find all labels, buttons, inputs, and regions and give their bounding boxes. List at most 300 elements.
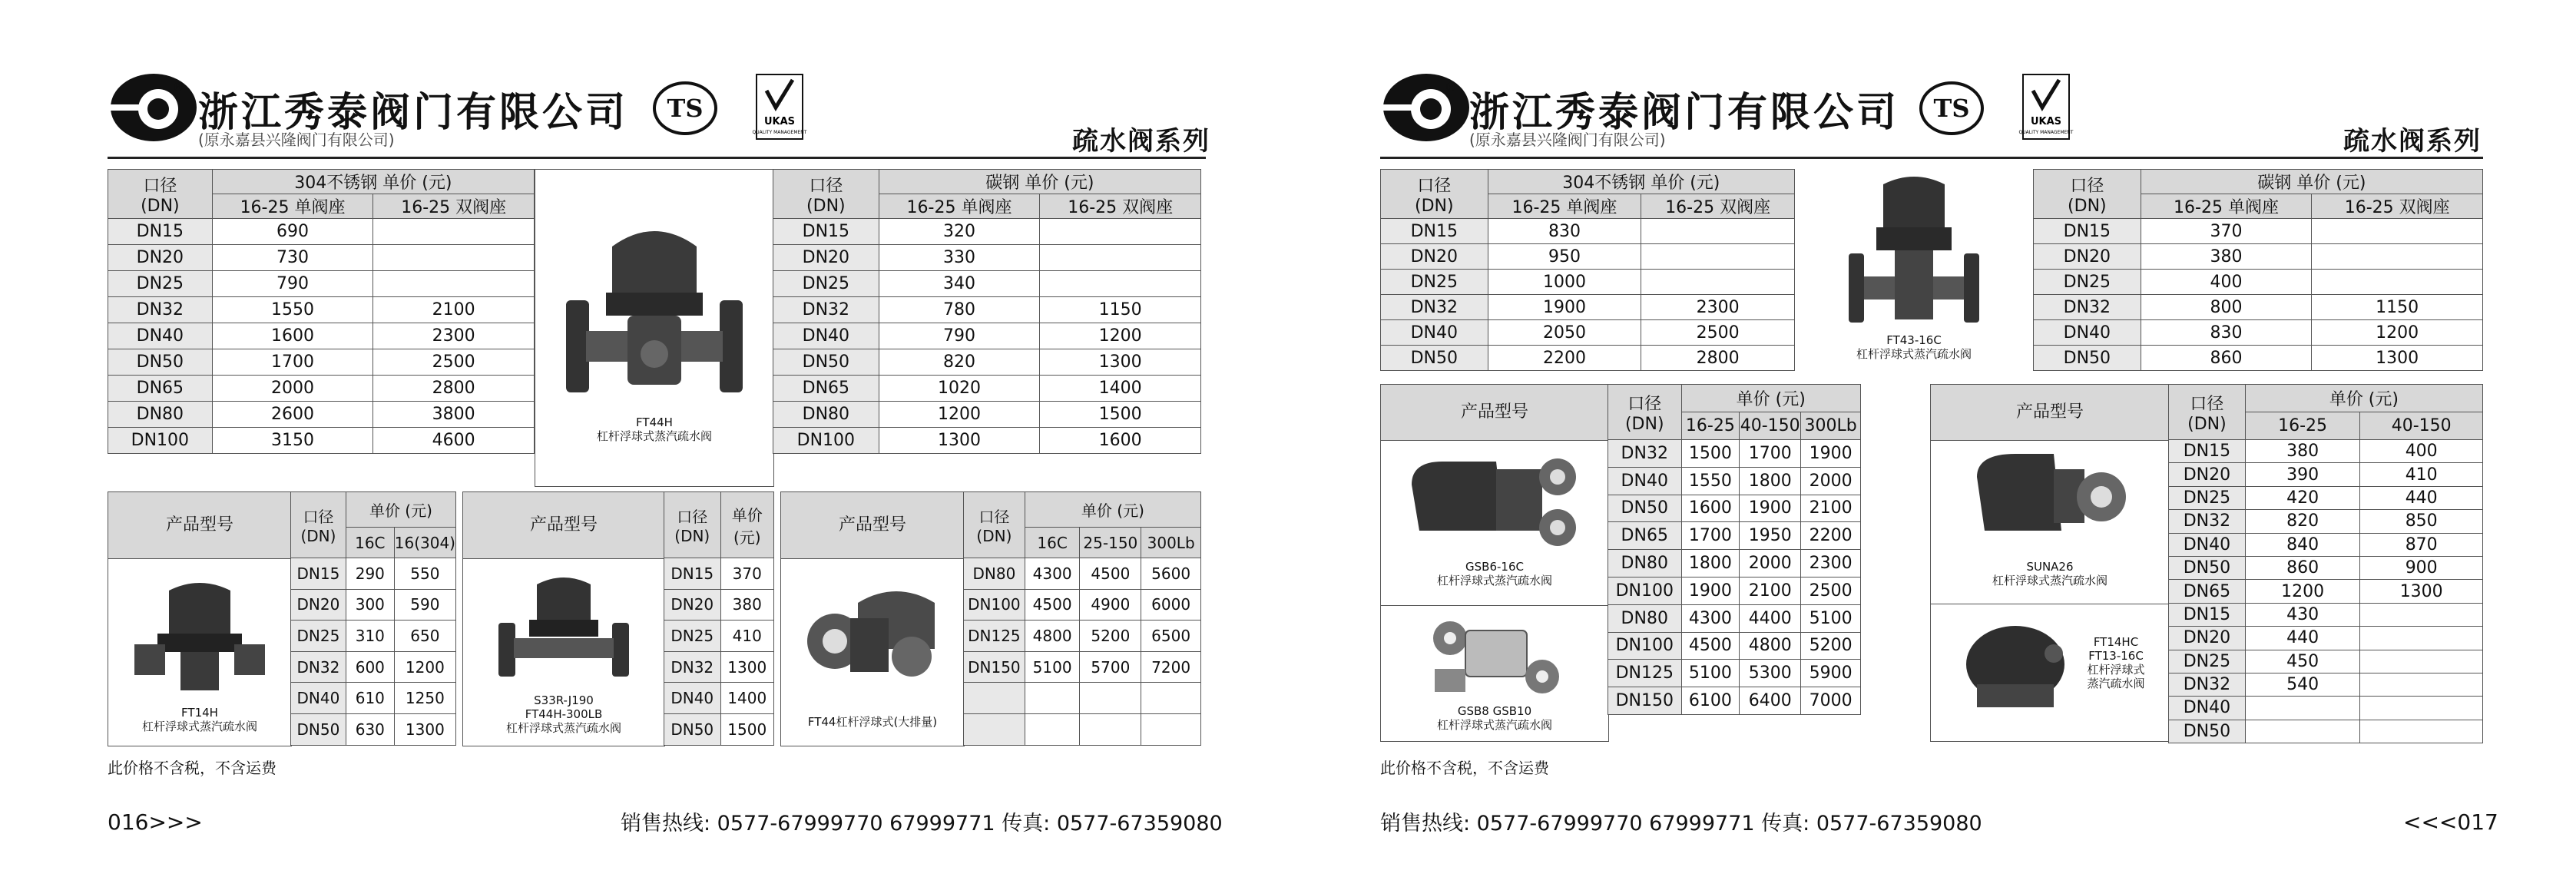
- dn-cell: DN100: [108, 428, 213, 454]
- price-cell: 420: [2245, 486, 2360, 509]
- price-cell: [1025, 683, 1080, 714]
- ts-certification-icon: TS: [653, 81, 717, 135]
- ft14hc-image: [1962, 623, 2069, 715]
- table-row: [2034, 219, 2483, 244]
- dn-cell: DN150: [1608, 687, 1682, 715]
- table-row: [1381, 244, 1795, 270]
- price-cell: 840: [2245, 533, 2360, 556]
- price-cell: 330: [879, 245, 1040, 271]
- price-cell: 410: [720, 621, 774, 652]
- company-name: 浙江秀泰阀门有限公司: [198, 90, 629, 136]
- dn-cell: DN65: [773, 376, 879, 402]
- price-cell: 390: [2245, 463, 2360, 486]
- table-row: [773, 376, 1201, 402]
- price-cell: 830: [1488, 219, 1641, 244]
- svg-text:QUALITY MANAGEMENT: QUALITY MANAGEMENT: [2018, 130, 2074, 135]
- carbon-price-table: 口径 (DN) 碳钢 单价 (元) 16-25 单阀座 16-25 双阀座 DN15 370 DN20 380 DN25 400 DN32 800 1150 DN40 830 1200 DN50 860 1300: [2033, 169, 2483, 371]
- table-row: [2169, 627, 2483, 650]
- svg-text:UKAS: UKAS: [2030, 116, 2062, 127]
- dn-cell: DN65: [2169, 580, 2246, 603]
- price-cell: 1150: [2312, 295, 2483, 320]
- price-cell: 2300: [1801, 550, 1861, 577]
- table-row: [664, 558, 774, 590]
- price-cell: 1000: [1488, 270, 1641, 295]
- table-row: [1608, 522, 1861, 550]
- dn-cell: DN50: [664, 713, 721, 745]
- table-row: [2169, 486, 2483, 509]
- price-cell: 1550: [1681, 467, 1740, 495]
- price-note: 此价格不含税，不含运费: [1380, 759, 1549, 777]
- price-cell: 410: [2360, 463, 2483, 486]
- dn-cell: DN50: [2169, 720, 2246, 743]
- price-cell: 5200: [1080, 621, 1141, 652]
- dn-cell: DN50: [291, 713, 346, 745]
- price-cell: 1700: [1740, 440, 1801, 468]
- price-cell: 1600: [212, 323, 373, 349]
- dn-cell: DN15: [1381, 219, 1488, 244]
- page-number: 016>>>: [108, 809, 203, 835]
- price-cell: [1025, 713, 1080, 745]
- company-name: 浙江秀泰阀门有限公司: [1469, 90, 1900, 136]
- table-row: [664, 683, 774, 714]
- price-cell: [1040, 271, 1201, 297]
- s33r-image: [498, 577, 629, 684]
- price-cell: 790: [212, 271, 373, 297]
- dn-cell: DN40: [664, 683, 721, 714]
- dn-cell: DN80: [108, 402, 213, 428]
- table-row: [291, 683, 456, 714]
- table-row: [2169, 533, 2483, 556]
- price-cell: 5100: [1025, 651, 1080, 683]
- table-row: [2034, 244, 2483, 270]
- table-row: [1608, 495, 1861, 522]
- table-row: [291, 651, 456, 683]
- table-row: [2169, 697, 2483, 720]
- table-row: [108, 271, 535, 297]
- suna26-image: [1969, 454, 2131, 554]
- svg-text:UKAS: UKAS: [763, 116, 796, 127]
- table-row: [773, 297, 1201, 323]
- price-cell: 5700: [1080, 651, 1141, 683]
- ts-certification-icon: TS: [1919, 81, 1984, 135]
- table-row: [108, 402, 535, 428]
- price-cell: 2200: [1488, 346, 1641, 371]
- table-row: [2034, 295, 2483, 320]
- price-cell: [1141, 713, 1201, 745]
- price-cell: 830: [2141, 320, 2312, 346]
- table-row: [1381, 270, 1795, 295]
- table-row: [1381, 320, 1795, 346]
- price-cell: 380: [2245, 440, 2360, 463]
- dn-header: 口径 (DN): [108, 170, 213, 219]
- company-logo-icon: [108, 71, 200, 144]
- price-cell: [1641, 270, 1795, 295]
- price-cell: 2100: [1801, 495, 1861, 522]
- price-cell: 440: [2245, 627, 2360, 650]
- price-cell: 1600: [1040, 428, 1201, 454]
- dn-cell: DN25: [773, 271, 879, 297]
- price-cell: 1550: [212, 297, 373, 323]
- table-row: [291, 713, 456, 745]
- table-row: [2034, 320, 2483, 346]
- price-cell: 1300: [394, 713, 455, 745]
- dn-cell: DN20: [108, 245, 213, 271]
- price-cell: 5200: [1801, 632, 1861, 660]
- price-cell: [2312, 219, 2483, 244]
- price-cell: 630: [346, 713, 394, 745]
- dn-cell: DN125: [1608, 660, 1682, 687]
- dn-cell: DN15: [2169, 440, 2246, 463]
- stainless-price-table: 口径 (DN) 304不锈钢 单价 (元) 16-25 单阀座 16-25 双阀座 DN15 690 DN20 730 DN25 790 DN32 1550 2100 DN40 1600 2300 DN50 1700 2500 DN65 2000 2800 DN80 2600 3800 DN100 3150 4600: [108, 169, 535, 454]
- price-cell: 4900: [1080, 589, 1141, 621]
- dn-cell: DN50: [108, 349, 213, 376]
- price-cell: 2500: [373, 349, 535, 376]
- price-cell: 6500: [1141, 621, 1201, 652]
- dn-cell: DN15: [773, 219, 879, 245]
- ft14h-product: 产品型号 FT14H 杠杆浮球式蒸汽疏水阀: [108, 491, 292, 746]
- table-row: [1381, 219, 1795, 244]
- price-cell: 4800: [1025, 621, 1080, 652]
- dn-cell: DN32: [291, 651, 346, 683]
- price-cell: 310: [346, 621, 394, 652]
- registered-mark: ®: [172, 80, 184, 94]
- table-row: [1608, 440, 1861, 468]
- price-cell: 1200: [394, 651, 455, 683]
- table-row: [2169, 510, 2483, 533]
- price-cell: 300: [346, 589, 394, 621]
- s33r-product: 产品型号 S33R-J190 FT44H-300LB 杠杆浮球式蒸汽疏水阀: [462, 491, 665, 746]
- price-cell: 900: [2360, 556, 2483, 579]
- price-cell: [1080, 713, 1141, 745]
- ft43-image: [1849, 177, 1979, 330]
- price-cell: 950: [1488, 244, 1641, 270]
- price-cell: 1200: [2312, 320, 2483, 346]
- price-cell: 4500: [1080, 558, 1141, 590]
- price-cell: 2500: [1801, 577, 1861, 604]
- header-rule: [108, 157, 1206, 159]
- dn-cell: DN32: [1608, 440, 1682, 468]
- company-logo-icon: [1380, 71, 1472, 144]
- dn-cell: DN32: [2169, 510, 2246, 533]
- table-row: [1608, 660, 1861, 687]
- price-cell: 1900: [1681, 577, 1740, 604]
- price-cell: 2000: [1740, 550, 1801, 577]
- svg-text:QUALITY MANAGEMENT: QUALITY MANAGEMENT: [752, 130, 807, 135]
- gsb8-product: GSB8 GSB10 杠杆浮球式蒸汽疏水阀: [1380, 605, 1609, 742]
- dn-cell: DN50: [2034, 346, 2141, 371]
- table-row: [664, 713, 774, 745]
- dn-cell: DN125: [964, 621, 1025, 652]
- dn-cell: DN25: [1381, 270, 1488, 295]
- price-cell: 1300: [2312, 346, 2483, 371]
- dn-cell: DN32: [1381, 295, 1488, 320]
- dn-cell: DN25: [2034, 270, 2141, 295]
- price-cell: 380: [720, 589, 774, 621]
- dn-cell: DN20: [1381, 244, 1488, 270]
- price-cell: 2200: [1801, 522, 1861, 550]
- gsb6-image: [1404, 454, 1588, 554]
- steam-trap-image: [566, 216, 743, 400]
- price-cell: 1200: [2245, 580, 2360, 603]
- dn-cell: DN15: [2034, 219, 2141, 244]
- price-cell: 380: [2141, 244, 2312, 270]
- dn-cell: DN15: [2169, 603, 2246, 626]
- price-cell: 1250: [394, 683, 455, 714]
- price-cell: 400: [2360, 440, 2483, 463]
- table-row: [108, 245, 535, 271]
- dn-cell: DN25: [108, 271, 213, 297]
- dn-cell: DN40: [2169, 533, 2246, 556]
- price-cell: 450: [2245, 650, 2360, 673]
- price-cell: 1700: [1681, 522, 1740, 550]
- price-cell: 2800: [1641, 346, 1795, 371]
- price-cell: [2312, 270, 2483, 295]
- price-cell: [2360, 720, 2483, 743]
- dn-cell: DN65: [108, 376, 213, 402]
- dn-cell: DN25: [664, 621, 721, 652]
- price-cell: 1200: [879, 402, 1040, 428]
- price-cell: 440: [2360, 486, 2483, 509]
- dn-cell: DN32: [2169, 673, 2246, 696]
- dn-cell: DN40: [773, 323, 879, 349]
- dn-cell: [964, 713, 1025, 745]
- price-cell: 7200: [1141, 651, 1201, 683]
- ft44-large-image: [804, 572, 942, 695]
- dn-cell: DN20: [291, 589, 346, 621]
- price-cell: 340: [879, 271, 1040, 297]
- price-cell: 1400: [1040, 376, 1201, 402]
- table-row: [964, 683, 1201, 714]
- dn-cell: DN20: [2034, 244, 2141, 270]
- table-row: [1608, 467, 1861, 495]
- dn-cell: DN32: [108, 297, 213, 323]
- dn-cell: DN100: [1608, 577, 1682, 604]
- ft44h-model: FT44H: [636, 415, 673, 429]
- table-row: [108, 376, 535, 402]
- table-row: [2034, 270, 2483, 295]
- dn-cell: DN25: [2169, 486, 2246, 509]
- price-cell: 4500: [1681, 632, 1740, 660]
- table-row: [1608, 577, 1861, 604]
- dn-cell: DN150: [964, 651, 1025, 683]
- price-cell: [2360, 627, 2483, 650]
- dn-cell: DN15: [108, 219, 213, 245]
- table-row: [664, 651, 774, 683]
- right-page: ® 浙江秀泰阀门有限公司 (原永嘉县兴隆阀门有限公司) TS UKAS QUALITY MANAGEMENT 疏水阀系列 口径 (DN) 304不锈钢 单价 (元) 16-25 单阀座 16-25 双阀座 DN15 830 DN20 950 DN25 1000 DN32 1900 2300 DN40 2050 2500 DN50 2200 2800 FT43-16C 杠杆浮球式蒸汽疏水阀 口径 (DN) 碳钢 单价 (元) 16-25 单阀座 16-25 双阀座 DN15 370 DN20 380 DN25 400 DN32 800 1150 DN40 830 1200 DN50 860 1300 产品型号 GSB6-16C 杠杆浮球式蒸汽疏水阀 GSB8 GSB10 杠杆浮球式蒸汽疏水阀 口径 (DN) 单价 (元) 16-25 40-150 300Lb DN32 1500 1700 1900 DN40 1550 1800 2000 DN50 1600 1900 2100 DN65 1700 1950 2200 DN80 1800 2000 2300 DN100 1900 2100 2500 DN80 4300 4400 5100 DN100 4500 4800 5200 DN125 5100 5300 5900 DN150 6100 6400 7000 产品型号 SUNA26 杠杆浮球式蒸汽疏水阀 FT14HC FT13-16C 杠杆浮球式 蒸汽疏水阀 口径 (DN) 单价 (元) 16-25 40-150 DN15 380 400 DN20 390 410 DN25 420 440 DN32 820 850 DN40 840 870 DN50 860 900 DN65 1200 1300 DN15 430 DN20 440 DN25 450 DN32 540 DN40 DN50 此价格不含税，不含运费 销售热线: 0577-67999770 67999771 传真: 0577-67359080 <<<017: [1288, 0, 2576, 877]
- series-title: 疏水阀系列: [2343, 126, 2482, 157]
- price-cell: 430: [2245, 603, 2360, 626]
- price-cell: [373, 219, 535, 245]
- ft14h-price-table: 口径 (DN) 单价 (元) 16C 16(304) DN15 290 550 DN20 300 590 DN25 310 650 DN32 600 1200 DN40 610 1250 DN50 630 1300: [290, 491, 456, 746]
- price-cell: 1500: [720, 713, 774, 745]
- sales-hotline: 销售热线: 0577-67999770 67999771 传真: 0577-67359080: [621, 812, 1223, 836]
- dn-cell: DN15: [291, 558, 346, 590]
- dn-cell: DN80: [964, 558, 1025, 590]
- price-cell: 5300: [1740, 660, 1801, 687]
- price-cell: 1300: [879, 428, 1040, 454]
- table-row: [773, 219, 1201, 245]
- price-cell: [1040, 245, 1201, 271]
- dn-cell: DN40: [108, 323, 213, 349]
- price-cell: 2050: [1488, 320, 1641, 346]
- dn-cell: DN50: [2169, 556, 2246, 579]
- price-cell: 2300: [1641, 295, 1795, 320]
- table-row: [773, 271, 1201, 297]
- price-cell: 800: [2141, 295, 2312, 320]
- price-cell: [2312, 244, 2483, 270]
- table-row: [291, 621, 456, 652]
- gsb-price-table: 口径 (DN) 单价 (元) 16-25 40-150 300Lb DN32 1500 1700 1900 DN40 1550 1800 2000 DN50 1600 1900 2100 DN65 1700 1950 2200 DN80 1800 2000 2300 DN100 1900 2100 2500 DN80 4300 4400 5100 DN100 4500 4800 5200 DN125 5100 5300 5900 DN150 6100 6400 7000: [1608, 384, 1861, 715]
- table-row: [773, 323, 1201, 349]
- price-cell: 4800: [1740, 632, 1801, 660]
- dn-cell: DN20: [2169, 627, 2246, 650]
- price-cell: 790: [879, 323, 1040, 349]
- price-cell: [2360, 603, 2483, 626]
- price-cell: 290: [346, 558, 394, 590]
- price-cell: [2360, 697, 2483, 720]
- price-cell: 1300: [720, 651, 774, 683]
- dn-cell: DN20: [2169, 463, 2246, 486]
- table-row: [291, 558, 456, 590]
- price-cell: 610: [346, 683, 394, 714]
- price-cell: 2300: [373, 323, 535, 349]
- price-cell: 730: [212, 245, 373, 271]
- ft14hc-product: FT14HC FT13-16C 杠杆浮球式 蒸汽疏水阀: [1930, 604, 2170, 742]
- price-note: 此价格不含税，不含运费: [108, 759, 276, 777]
- dn-cell: DN25: [291, 621, 346, 652]
- table-row: [664, 621, 774, 652]
- price-cell: 1950: [1740, 522, 1801, 550]
- carbon-price-table: 口径 (DN) 碳钢 单价 (元) 16-25 单阀座 16-25 双阀座 DN15 320 DN20 330 DN25 340 DN32 780 1150 DN40 790 1200 DN50 820 1300 DN65 1020 1400 DN80 1200 1500 DN100 1300 1600: [773, 169, 1201, 454]
- dn-cell: DN80: [773, 402, 879, 428]
- dn-cell: DN80: [1608, 604, 1682, 632]
- price-cell: 4500: [1025, 589, 1080, 621]
- price-cell: [1080, 683, 1141, 714]
- table-row: [1608, 687, 1861, 715]
- price-cell: 320: [879, 219, 1040, 245]
- price-cell: 3150: [212, 428, 373, 454]
- table-row: [2169, 603, 2483, 626]
- price-cell: 2500: [1641, 320, 1795, 346]
- table-row: [2034, 346, 2483, 371]
- price-cell: 540: [2245, 673, 2360, 696]
- price-cell: 550: [394, 558, 455, 590]
- dn-cell: DN32: [2034, 295, 2141, 320]
- table-row: [1381, 295, 1795, 320]
- table-row: [773, 349, 1201, 376]
- ft44h-desc: 杠杆浮球式蒸汽疏水阀: [596, 429, 712, 443]
- dn-cell: DN40: [1608, 467, 1682, 495]
- price-cell: 1400: [720, 683, 774, 714]
- dn-cell: DN40: [2034, 320, 2141, 346]
- dn-cell: DN50: [1381, 346, 1488, 371]
- table-row: [1608, 604, 1861, 632]
- ft44-large-price-table: 口径 (DN) 单价 (元) 16C 25-150 300Lb DN80 4300 4500 5600 DN100 4500 4900 6000 DN125 4800 5200 6500 DN150 5100 5700 7200: [963, 491, 1201, 746]
- price-cell: 650: [394, 621, 455, 652]
- price-cell: 820: [2245, 510, 2360, 533]
- dn-cell: [964, 683, 1025, 714]
- gsb6-product: 产品型号 GSB6-16C 杠杆浮球式蒸汽疏水阀: [1380, 384, 1609, 607]
- table-row: [773, 428, 1201, 454]
- price-cell: 1150: [1040, 297, 1201, 323]
- price-cell: 5100: [1801, 604, 1861, 632]
- price-cell: 1500: [1040, 402, 1201, 428]
- price-cell: [1641, 244, 1795, 270]
- price-cell: 5100: [1681, 660, 1740, 687]
- price-cell: 4300: [1681, 604, 1740, 632]
- price-cell: 1900: [1488, 295, 1641, 320]
- dn-cell: DN65: [1608, 522, 1682, 550]
- table-row: [1381, 346, 1795, 371]
- suna26-product: 产品型号 SUNA26 杠杆浮球式蒸汽疏水阀: [1930, 384, 2170, 605]
- table-row: [108, 297, 535, 323]
- page-number: <<<017: [2403, 809, 2498, 835]
- dn-cell: DN40: [2169, 697, 2246, 720]
- price-cell: 1900: [1801, 440, 1861, 468]
- price-cell: [1641, 219, 1795, 244]
- dn-cell: DN32: [664, 651, 721, 683]
- price-cell: 2000: [212, 376, 373, 402]
- price-cell: 2100: [373, 297, 535, 323]
- price-cell: 860: [2245, 556, 2360, 579]
- price-cell: 370: [720, 558, 774, 590]
- table-row: [2169, 650, 2483, 673]
- price-cell: 1500: [1681, 440, 1740, 468]
- table-row: [964, 651, 1201, 683]
- table-row: [108, 219, 535, 245]
- price-cell: 400: [2141, 270, 2312, 295]
- price-cell: 5900: [1801, 660, 1861, 687]
- dn-cell: DN25: [2169, 650, 2246, 673]
- price-cell: [2245, 697, 2360, 720]
- table-row: [2169, 720, 2483, 743]
- price-cell: 850: [2360, 510, 2483, 533]
- price-cell: 5600: [1141, 558, 1201, 590]
- price-cell: 1300: [2360, 580, 2483, 603]
- series-title: 疏水阀系列: [1072, 126, 1210, 157]
- company-formerly: (原永嘉县兴隆阀门有限公司): [198, 131, 395, 149]
- price-cell: [2360, 673, 2483, 696]
- price-cell: 870: [2360, 533, 2483, 556]
- price-cell: 1700: [212, 349, 373, 376]
- table-row: [964, 558, 1201, 590]
- price-cell: 1800: [1740, 467, 1801, 495]
- table-row: [773, 402, 1201, 428]
- price-cell: 1020: [879, 376, 1040, 402]
- ft43-product: FT43-16C 杠杆浮球式蒸汽疏水阀: [1795, 169, 2033, 370]
- price-cell: 370: [2141, 219, 2312, 244]
- price-cell: 590: [394, 589, 455, 621]
- price-cell: 6400: [1740, 687, 1801, 715]
- price-cell: 4400: [1740, 604, 1801, 632]
- price-cell: 3800: [373, 402, 535, 428]
- dn-cell: DN40: [291, 683, 346, 714]
- price-cell: 690: [212, 219, 373, 245]
- table-row: [964, 621, 1201, 652]
- price-cell: 1900: [1740, 495, 1801, 522]
- ukas-certification-icon: [752, 74, 807, 140]
- table-row: [2169, 556, 2483, 579]
- price-cell: 6000: [1141, 589, 1201, 621]
- table-row: [108, 349, 535, 376]
- table-row: [664, 589, 774, 621]
- price-cell: 1300: [1040, 349, 1201, 376]
- price-cell: 780: [879, 297, 1040, 323]
- dn-cell: DN32: [773, 297, 879, 323]
- dn-cell: DN100: [773, 428, 879, 454]
- price-cell: 1600: [1681, 495, 1740, 522]
- ft44h-product: [535, 169, 774, 487]
